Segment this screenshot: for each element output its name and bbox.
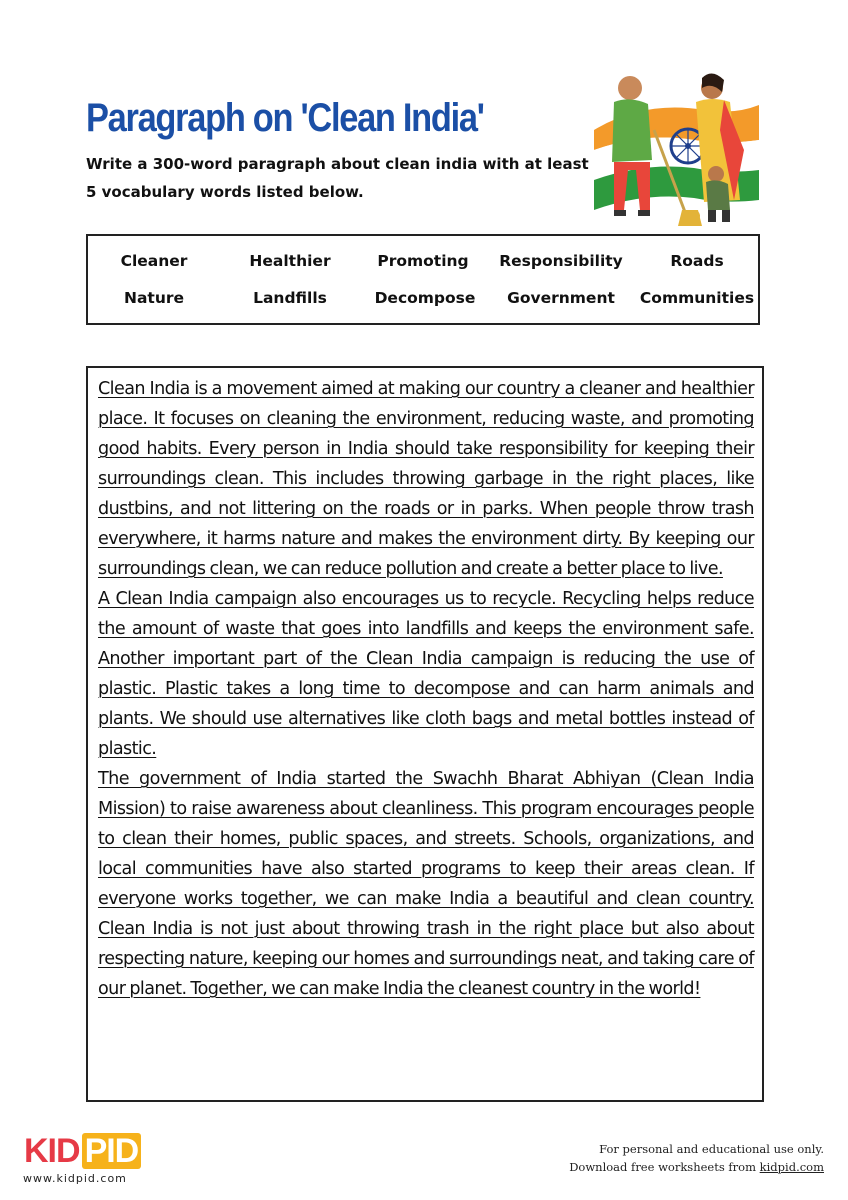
vocab-word: Responsibility — [499, 252, 623, 270]
paragraph-box — [86, 366, 764, 1102]
page-title: Paragraph on 'Clean India' — [86, 96, 484, 140]
logo-kid: KID — [24, 1132, 80, 1170]
vocab-word: Roads — [670, 252, 724, 270]
logo-pid: PID — [82, 1133, 142, 1169]
vocab-word: Cleaner — [120, 252, 188, 270]
kidpid-logo — [24, 1133, 141, 1169]
vocab-word: Landfills — [253, 289, 327, 307]
vocab-word: Promoting — [377, 252, 469, 270]
footer-note-line-2 — [569, 1158, 824, 1176]
vocab-word: Decompose — [374, 289, 476, 307]
clean-india-illustration — [584, 70, 764, 230]
footer-note — [569, 1140, 824, 1176]
instructions-line-1: Write a 300-word paragraph about clean india with at least — [86, 155, 589, 173]
paragraph-2: A Clean India campaign also encourages us to recycle. Recycling helps reduce the amount of waste that goes into landfills and keeps the environment safe. Another important part of the Clean India campaign is reducing the use of plastic. Plastic takes a long time to decompose and can harm animals and plants. We should use alternatives like cloth bags and metal bottles instead of plastic. — [98, 589, 754, 759]
vocabulary-box — [86, 234, 760, 325]
vocab-word: Healthier — [249, 252, 331, 270]
kidpid-link[interactable]: kidpid.com — [759, 1160, 824, 1174]
website-url: www.kidpid.com — [23, 1172, 127, 1185]
vocab-word: Communities — [639, 289, 755, 307]
paragraph-3: The government of India started the Swachh Bharat Abhiyan (Clean India Mission) to raise awareness about cleanliness. This program encourages people to clean their homes, public spaces, and streets. Schools, organizations, and local communities have also started programs to keep their areas clean. If everyone works together, we can make India a beautiful and clean country. Clean India is not just about throwing trash in the right place but also about respecting nature, keeping our homes and surroundings neat, and taking care of our planet. Together, we can make India the cleanest country in the world! — [98, 769, 754, 999]
paragraph-1: Clean India is a movement aimed at making our country a cleaner and healthier place. It focuses on cleaning the environment, reducing waste, and promoting good habits. Every person in India should take responsibility for keeping their surroundings clean. This includes throwing garbage in the right places, like dustbins, and not littering on the roads or in parks. When people throw trash everywhere, it harms nature and makes the environment dirty. By keeping our surroundings clean, we can reduce pollution and create a better place to live. — [98, 379, 754, 579]
footer-note-line-1: For personal and educational use only. — [599, 1142, 824, 1156]
instructions — [86, 150, 596, 206]
paragraph-text — [98, 374, 754, 1004]
vocab-word: Government — [507, 289, 615, 307]
instructions-line-2: 5 vocabulary words listed below. — [86, 183, 364, 201]
vocab-word: Nature — [123, 289, 185, 307]
footer-note-prefix: Download free worksheets from — [569, 1160, 760, 1174]
